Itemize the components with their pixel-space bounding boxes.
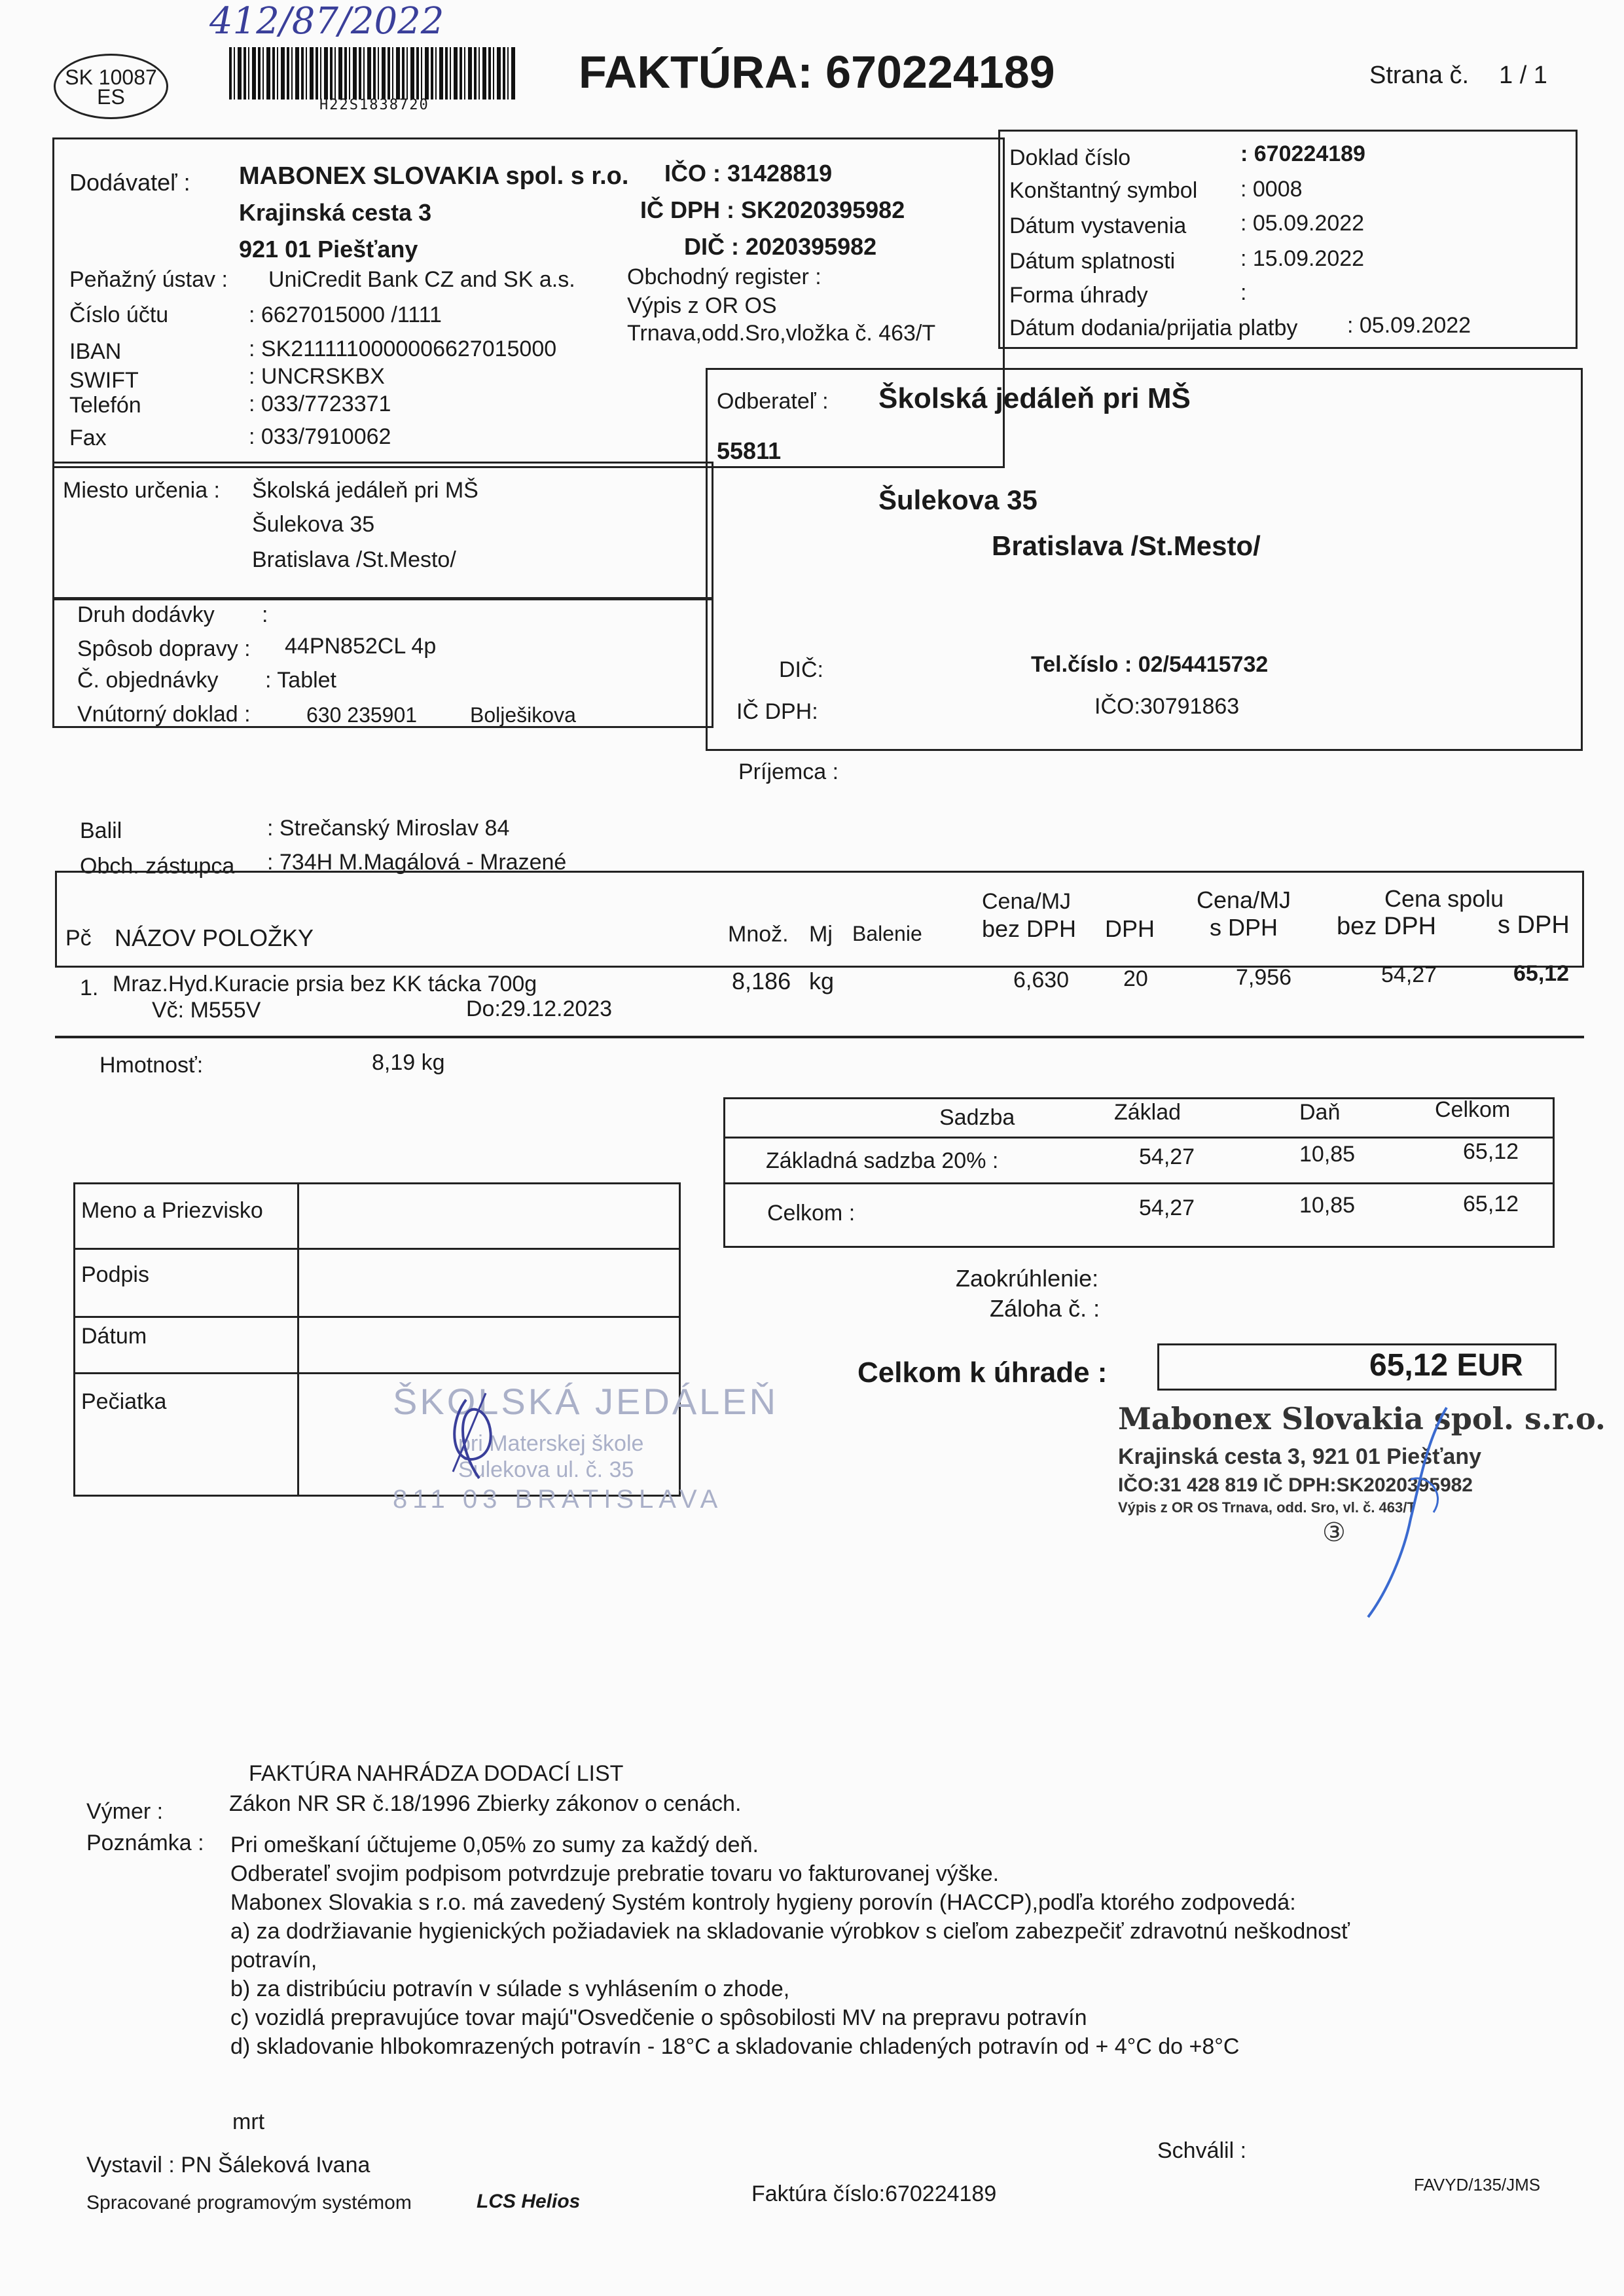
vat-row-tax: 10,85 [1299, 1142, 1356, 1167]
supplier-ico: IČO : 31428819 [664, 160, 833, 187]
col-price-incl-2: s DPH [1210, 914, 1278, 941]
delivery-type-value: : [262, 602, 268, 627]
note-line: Pri omeškaní účtujeme 0,05% zo sumy za každý deň. [230, 1832, 759, 1857]
vat-header-tax: Daň [1299, 1100, 1341, 1125]
internal-doc-value: 630 235901 [306, 703, 418, 727]
handwritten-reference: 412/87/2022 [209, 0, 444, 43]
vymer-label: Výmer : [86, 1799, 164, 1824]
system-name: LCS Helios [477, 2191, 581, 2212]
item-total-excl: 54,27 [1381, 962, 1437, 987]
vat-summary-rule [723, 1182, 1555, 1184]
supplier-street: Krajinská cesta 3 [239, 199, 432, 226]
col-unit: Mj [809, 922, 833, 947]
buyer-icdph-label: IČ DPH: [736, 699, 818, 724]
right-stamp-line2: Krajinská cesta 3, 921 01 Piešťany [1118, 1444, 1481, 1469]
item-unit: kg [809, 968, 835, 994]
supplier-dic: DIČ : 2020395982 [684, 233, 877, 260]
bank-value: UniCredit Bank CZ and SK a.s. [268, 267, 575, 292]
author: Vystavil : PN Šáleková Ivana [86, 2153, 370, 2178]
phone-label: Telefón [69, 393, 141, 418]
delivery-date-label: Dátum dodania/prijatia platby [1009, 316, 1298, 340]
doc-number: : 670224189 [1240, 141, 1365, 166]
col-pc: Pč [65, 926, 92, 951]
buyer-name: Školská jedáleň pri MŠ [878, 382, 1191, 414]
vat-header-total: Celkom [1435, 1097, 1511, 1122]
item-qty: 8,186 [732, 968, 791, 994]
destination-label: Miesto určenia : [63, 478, 220, 503]
right-stamp-line3: IČO:31 428 819 IČ DPH:SK2020395982 [1118, 1474, 1473, 1496]
register-line3: Trnava,odd.Sro,vložka č. 463/T [627, 321, 936, 346]
signature-table-rule [73, 1372, 681, 1374]
handwritten-signature-right [1348, 1401, 1466, 1624]
transport-value: 44PN852CL 4p [285, 634, 437, 659]
vat-header-base: Základ [1114, 1100, 1182, 1125]
replace-note: FAKTÚRA NAHRÁDZA DODACÍ LIST [249, 1761, 624, 1786]
vymer-text: Zákon NR SR č.18/1996 Zbierky zákonov o cenách. [229, 1791, 742, 1816]
weight-label: Hmotnosť: [99, 1053, 204, 1078]
rep-value: : 734H M.Magálová - Mrazené [267, 850, 567, 875]
item-name: Mraz.Hyd.Kuracie prsia bez KK tácka 700g [113, 972, 537, 996]
signature-table-rule [73, 1316, 681, 1318]
signature-table-rule [73, 1248, 681, 1250]
sign-name-label: Meno a Priezvisko [81, 1198, 263, 1223]
packed-value: : Strečanský Miroslav 84 [267, 816, 510, 841]
vat-total-tax: 10,85 [1299, 1193, 1356, 1218]
destination-city: Bratislava /St.Mesto/ [252, 547, 456, 572]
item-vat: 20 [1123, 966, 1148, 991]
phone-value: : 033/7723371 [249, 392, 391, 416]
supplier-ic-dph: IČ DPH : SK2020395982 [640, 196, 905, 223]
sign-stamp-label: Pečiatka [81, 1389, 167, 1414]
register-line1: Obchodný register : [627, 264, 821, 289]
delivery-date: : 05.09.2022 [1347, 313, 1471, 338]
issue-date-label: Dátum vystavenia [1009, 213, 1187, 238]
destination-street: Šulekova 35 [252, 512, 375, 537]
supplier-city: 921 01 Piešťany [239, 236, 418, 263]
buyer-street: Šulekova 35 [878, 484, 1038, 515]
buyer-dic-label: DIČ: [779, 657, 823, 682]
note-line: potravín, [230, 1948, 317, 1973]
doc-number-label: Doklad číslo [1009, 145, 1131, 170]
system-label: Spracované programovým systémom [86, 2192, 412, 2214]
account-label: Číslo účtu [69, 302, 169, 327]
fax-label: Fax [69, 426, 107, 450]
register-line2: Výpis z OR OS [627, 293, 777, 318]
vat-total-base: 54,27 [1139, 1195, 1195, 1220]
issue-date: : 05.09.2022 [1240, 211, 1365, 236]
swift-value: : UNCRSKBX [249, 364, 385, 389]
col-total-incl: s DPH [1498, 911, 1570, 939]
sk-badge-line2: ES [97, 85, 125, 109]
form-code: FAVYD/135/JMS [1414, 2175, 1541, 2195]
sign-date-label: Dátum [81, 1324, 147, 1349]
payment-label: Forma úhrady [1009, 283, 1148, 308]
approved-label: Schválil : [1157, 2138, 1247, 2163]
supplier-label: Dodávateľ : [69, 169, 190, 196]
buyer-tel: Tel.číslo : 02/54415732 [1031, 652, 1269, 677]
rounding-label: Zaokrúhlenie: [956, 1265, 1099, 1292]
vat-row-total: 65,12 [1463, 1139, 1519, 1164]
receiver-label: Príjemca : [738, 759, 839, 784]
to-pay-value: 65,12 EUR [1369, 1348, 1523, 1383]
destination-name: Školská jedáleň pri MŠ [252, 478, 478, 503]
buyer-city: Bratislava /St.Mesto/ [992, 530, 1261, 561]
packed-label: Balil [80, 818, 122, 843]
col-name: NÁZOV POLOŽKY [115, 924, 314, 951]
page-value: 1 / 1 [1499, 62, 1547, 89]
sign-signature-label: Podpis [81, 1262, 149, 1287]
buyer-code: 55811 [717, 437, 782, 464]
left-stamp-line1: ŠKOLSKÁ JEDÁLEŇ [393, 1381, 779, 1422]
deposit-label: Záloha č. : [990, 1295, 1100, 1322]
note-label: Poznámka : [86, 1831, 204, 1855]
note-line: c) vozidlá prepravujúce tovar majú"Osvedčenie o spôsobilosti MV na prepravu potravín [230, 2005, 1087, 2030]
col-price-incl-1: Cena/MJ [1197, 886, 1291, 913]
col-total-excl: bez DPH [1337, 913, 1437, 940]
item-pc: 1. [80, 975, 99, 1000]
col-vat: DPH [1105, 915, 1155, 942]
mrt-mark: mrt [232, 2109, 265, 2134]
delivery-type-label: Druh dodávky [77, 602, 215, 627]
item-total-incl: 65,12 [1513, 961, 1570, 986]
internal-doc-extra: Bolješikova [470, 703, 576, 727]
right-stamp-line4: Výpis z OR OS Trnava, odd. Sro, vl. č. 463/T [1118, 1499, 1416, 1516]
account-value: : 6627015000 /1111 [249, 302, 442, 327]
rep-label: Obch. zástupca [80, 854, 235, 879]
note-line: b) za distribúciu potravín v súlade s vyhlásením o zhode, [230, 1977, 790, 2001]
note-line: a) za dodržiavanie hygienických požiadaviek na skladovanie výrobkov s cieľom zabezpečiť zdravotnú neškodnosť [230, 1919, 1350, 1944]
left-stamp-line4: 811 03 BRATISLAVA [393, 1485, 723, 1514]
barcode [229, 47, 517, 100]
right-stamp-line5: ③ [1322, 1518, 1346, 1547]
vat-row-base: 54,27 [1139, 1144, 1195, 1169]
items-bottom-rule [55, 1036, 1584, 1038]
col-qty: Množ. [728, 922, 789, 947]
buyer-ico: IČO:30791863 [1094, 694, 1240, 719]
notes-block [230, 1831, 1350, 2061]
vat-summary-rule [723, 1137, 1555, 1139]
due-date: : 15.09.2022 [1240, 246, 1365, 271]
left-stamp-line3: Šulekova ul. č. 35 [458, 1457, 634, 1482]
invoice-title: FAKTÚRA: 670224189 [579, 46, 1055, 98]
order-value: : Tablet [265, 668, 337, 693]
note-line: Odberateľ svojim podpisom potvrdzuje prebratie tovaru vo fakturovanej výške. [230, 1861, 1000, 1886]
sk-badge [54, 54, 168, 119]
order-label: Č. objednávky [77, 668, 219, 693]
vat-row-label: Základná sadzba 20% : [766, 1148, 999, 1173]
page-label: Strana č. [1369, 62, 1470, 89]
note-line: Mabonex Slovakia s r.o. má zavedený Systém kontroly hygieny porovín (HACCP),podľa ktorého zodpovedá: [230, 1890, 1296, 1915]
sk-badge-line1: SK 10087 [65, 65, 157, 89]
iban-value: : SK2111110000006627015000 [249, 337, 557, 361]
vat-header-rate: Sadzba [939, 1105, 1015, 1130]
supplier-name: MABONEX SLOVAKIA spol. s r.o. [239, 162, 629, 190]
left-stamp-line2: pri Materskej škole [458, 1431, 644, 1456]
handwritten-signature-left [440, 1387, 518, 1485]
barcode-text: H22S1838720 [319, 97, 429, 113]
transport-label: Spôsob dopravy : [77, 636, 251, 661]
vat-total-label: Celkom : [767, 1201, 856, 1226]
footer-invoice-number: Faktúra číslo:670224189 [751, 2181, 997, 2206]
fax-value: : 033/7910062 [249, 424, 391, 449]
col-price-excl-1: Cena/MJ [982, 889, 1072, 914]
swift-label: SWIFT [69, 368, 139, 393]
bank-label: Peňažný ústav : [69, 267, 228, 292]
item-vc: Vč: M555V [152, 998, 261, 1023]
internal-doc-label: Vnútorný doklad : [77, 702, 251, 727]
note-line: d) skladovanie hlbokomrazených potravín - 18°C a skladovanie chladených potravín od + 4°C do +8°C [230, 2034, 1240, 2059]
item-do: Do:29.12.2023 [466, 996, 613, 1021]
due-date-label: Dátum splatnosti [1009, 249, 1176, 274]
const-symbol-label: Konštantný symbol [1009, 178, 1198, 203]
iban-label: IBAN [69, 339, 122, 364]
right-stamp-line1: Mabonex Slovakia spol. s.r.o. [1118, 1401, 1606, 1436]
col-total: Cena spolu [1384, 885, 1504, 912]
buyer-label: Odberateľ : [717, 389, 829, 414]
col-pack: Balenie [852, 922, 922, 945]
item-price-incl: 7,956 [1236, 965, 1292, 990]
weight-value: 8,19 kg [372, 1050, 445, 1075]
const-symbol: : 0008 [1240, 177, 1303, 202]
item-price-excl: 6,630 [1013, 968, 1070, 993]
to-pay-label: Celkom k úhrade : [857, 1357, 1108, 1389]
signature-table-divider [297, 1182, 299, 1497]
col-price-excl-2: bez DPH [982, 915, 1077, 942]
payment-value: : [1240, 280, 1247, 305]
vat-total-total: 65,12 [1463, 1192, 1519, 1216]
